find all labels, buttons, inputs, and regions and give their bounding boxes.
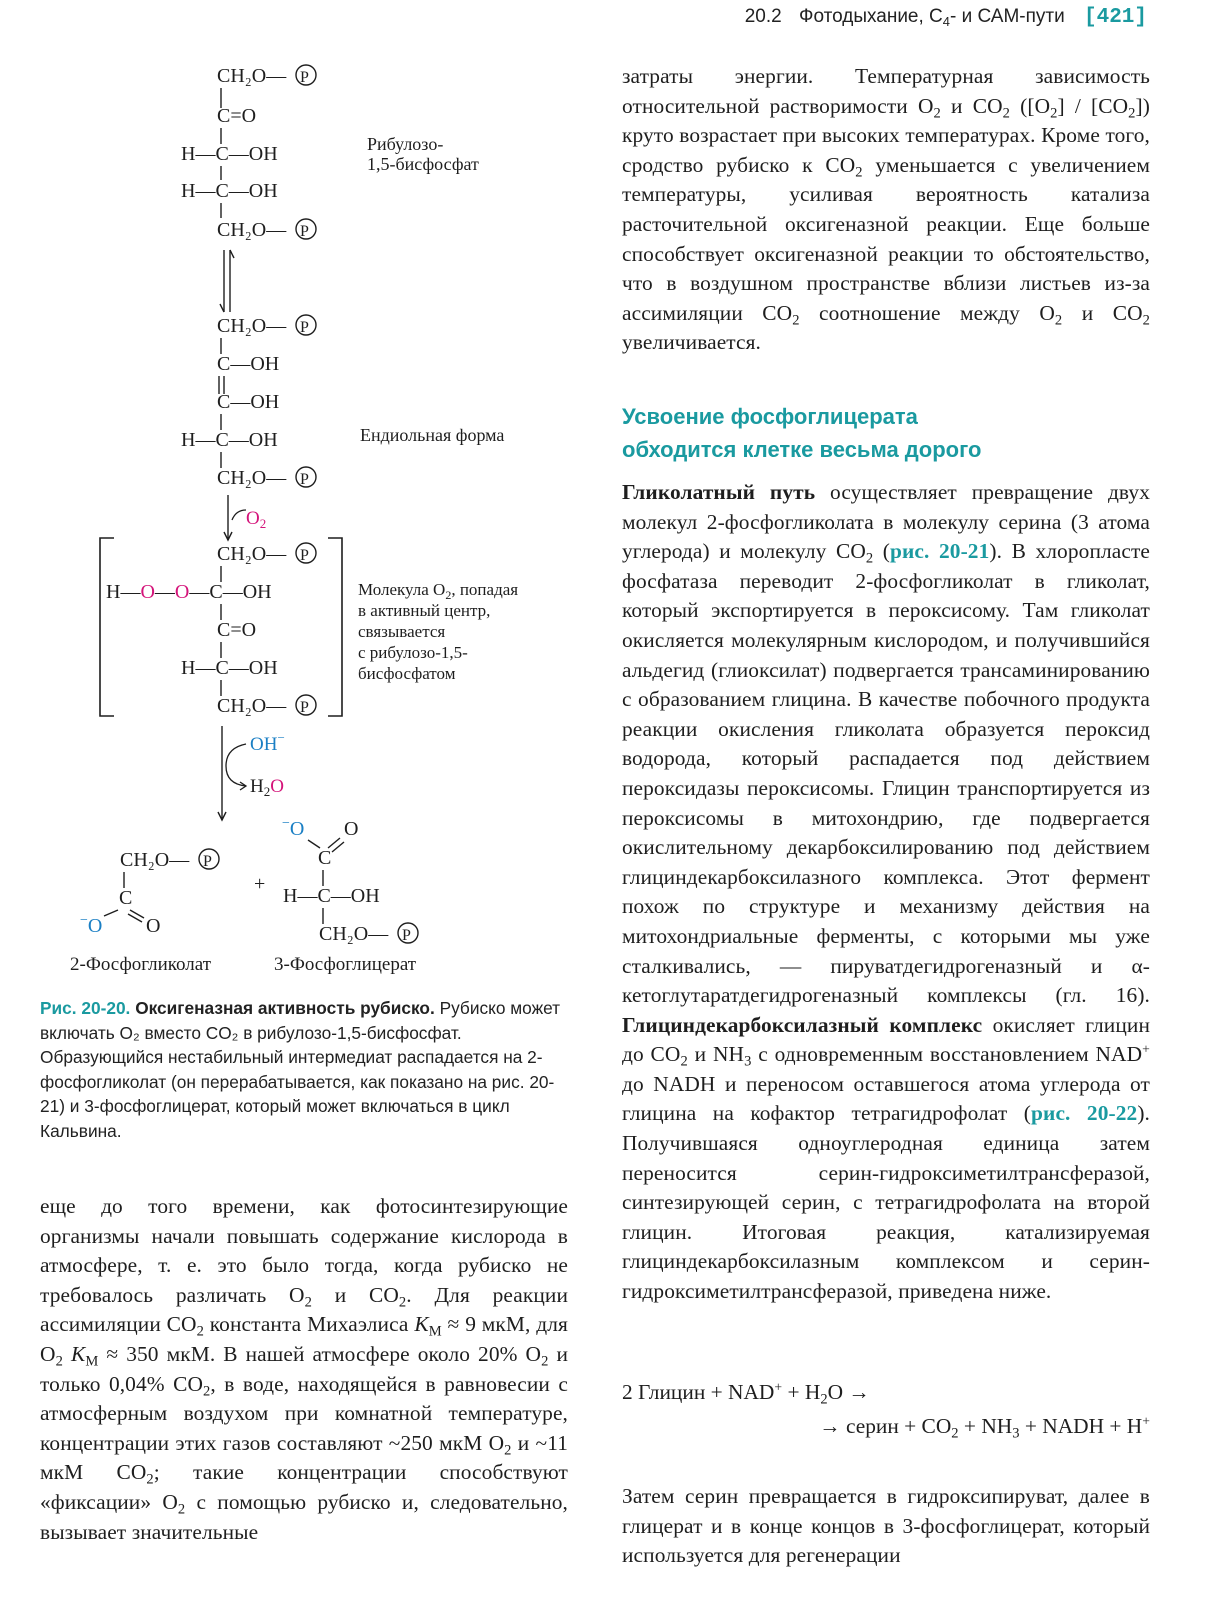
caption-text: Рубиско может включать O₂ вместо CO₂ в рибулозо-1,5-бисфосфат. Образующийся нестабильный интермедиат распадается на 2-фосфогликолат (он перерабатывается, как показано на рис. 20-21) и 3-фосфоглицерат, который может включаться в цикл Кальвина.	[40, 998, 561, 1141]
svg-text:H—C—OH: H—C—OH	[181, 143, 278, 165]
phosphoglycerate-structure	[282, 816, 418, 945]
svg-text:H—C—OH: H—C—OH	[283, 885, 380, 907]
svg-text:C: C	[119, 887, 133, 909]
svg-text:C=O: C=O	[217, 105, 257, 127]
left-paragraph: еще до того времени, как фотосинтезирующие организмы начали повышать содержание кислорода в атмосфере, т. е. это было тогда, когда рубиско не требовалось различать $O_2$ и $CO_2$. Для реакции ассимиляции $CO_2$ константа Михаэлиса $K_M \approx 9$ мкМ, для $O_2$ $K_M \approx 350$ мкМ. В нашей атмосфере около 20% $O_2$ и только 0,04% $CO_2$, в воде, находящейся в равновесии с атмосферным воздухом при комнатной температуре, концентрации этих газов составляют ~250 мкМ $O_2$ и ~11 мкМ $CO_2$; такие концентрации способствуют «фиксации» $O_2$ с помощью рубиско и, следовательно, вызывает значительные	[40, 1194, 568, 1544]
label-phosphoglycolate: 2-Фосфогликолат	[70, 954, 212, 975]
section-subheading: Усвоение фосфоглицерата обходится клетке весьма дорого	[622, 404, 982, 462]
section-title: Фотодыхание, $C_4-$ и САМ-пути	[799, 6, 1065, 30]
label-enediol: Ендиольная форма	[360, 425, 505, 445]
svg-text:P: P	[402, 927, 411, 944]
figure-caption	[40, 996, 570, 1144]
caption-number: Рис. 20-20.	[40, 998, 131, 1018]
svg-text:CH₂O—: CH₂O—	[217, 65, 287, 87]
oxygen-arrow-icon	[224, 495, 266, 540]
svg-text:C=O: C=O	[217, 619, 257, 641]
oxygenase-reaction-scheme	[0, 50, 580, 980]
note-line-3: связывается	[358, 622, 446, 641]
equilibrium-arrow-icon	[220, 250, 234, 312]
reaction-equation	[622, 1378, 1150, 1441]
section-number: 20.2	[744, 6, 782, 27]
svg-text:C—OH: C—OH	[217, 353, 280, 375]
equation-line-1: 2 Глицин + $NAD^+ + H_2O$ →	[622, 1379, 870, 1408]
svg-text:P: P	[300, 547, 309, 564]
svg-text:P: P	[300, 471, 309, 488]
label-ribulose-2: 1,5-бисфосфат	[367, 154, 479, 174]
svg-text:H—C—OH: H—C—OH	[181, 429, 278, 451]
intro-paragraph: затраты энергии. Температурная зависимость относительной растворимости $O_2$ и $CO_2$ $([O_2] / [CO_2])$ круто возрастает при высоких температурах. Кроме того, сродство рубиско к $CO_2$ уменьшается с увеличением температуры, усиливая вероятность катализа расточительной оксигеназной реакции. Еще больше способствует оксигеназной реакции то обстоятельство, что в воздушном пространстве вблизи листьев из-за ассимиляции $CO_2$ соотношение между $O_2$ и $CO_2$ увеличивается.	[622, 64, 1151, 355]
svg-text:H—C—OH: H—C—OH	[181, 657, 278, 679]
o2-reagent: $O_2$	[246, 508, 267, 531]
svg-text:−O: −O	[80, 913, 103, 937]
label-ribulose-1: Рибулозо-	[367, 134, 444, 154]
svg-text:CH₂O—: CH₂O—	[120, 849, 190, 871]
left-column-text	[40, 1192, 568, 1547]
svg-text:CH₂O—: CH₂O—	[217, 543, 287, 565]
svg-text:C: C	[318, 847, 332, 869]
svg-text:CH₂O—: CH₂O—	[217, 467, 287, 489]
svg-text:P: P	[300, 319, 309, 336]
svg-text:P: P	[300, 699, 309, 716]
page-number: [421]	[1083, 6, 1147, 29]
svg-text:P: P	[300, 223, 309, 240]
serine-paragraph: Затем серин превращается в гидроксипируват, далее в глицерат и в конце концов в 3-фосфоглицерат, который используется для регенерации	[622, 1484, 1150, 1568]
hydroxide-reagent: OH−	[250, 730, 285, 755]
note-line-4: с рибулозо-1,5-	[358, 643, 468, 662]
running-header	[745, 6, 1147, 29]
figure-link[interactable]: рис. 20-22	[1031, 1101, 1138, 1126]
svg-text:CH₂O—: CH₂O—	[217, 219, 287, 241]
intermediate-structure	[100, 538, 342, 717]
note-line-5: бисфосфатом	[358, 664, 456, 683]
svg-text:CH₂O—: CH₂O—	[217, 695, 287, 717]
svg-text:H—C—OH: H—C—OH	[181, 180, 278, 202]
svg-text:O: O	[344, 818, 359, 840]
svg-text:O: O	[146, 915, 161, 937]
svg-text:C—OH: C—OH	[217, 391, 280, 413]
water-product: $H_2O$	[250, 776, 284, 799]
figure-link[interactable]: рис. 20-21	[890, 539, 990, 564]
phosphoglycolate-structure	[80, 849, 219, 937]
right-column-main	[622, 478, 1150, 1307]
svg-text:P: P	[300, 69, 309, 86]
glycolate-paragraph: Гликолатный путь осуществляет превращение двух молекул 2-фосфогликолата в молекулу серина (3 атома углерода) и молекулу $CO_2$ (рис. 20-21). В хлоропласте фосфатаза переводит 2-фосфогликолат в гликолат, который экспортируется в пероксисому. Там гликолат окисляется молекулярным кислородом, и получившийся альдегид (глиоксилат) подвергается трансаминированию с образованием глицина. В качестве побочного продукта реакции окисления гликолата образуется пероксид водорода, который распадается под действием пероксидазы пероксисомы. Глицин транспортируется из пероксисомы в митохондрию, где подвергается окислительному декарбоксилированию под действием глициндекарбоксилазного комплекса. Этот фермент похож по структуре и механизму действия на митохондриальные ферменты, с которыми мы уже сталкивались, — пируватдегидрогеназный и α-кетоглутаратдегидрогеназный комплексы (гл. 16). Глициндекарбоксилазный комплекс окисляет глицин до $CO_2$ и $NH_3$ с одновременным восстановлением NAD+ до NADH и переносом оставшегося атома углерода от глицина на кофактор тетрагидрофолат (рис. 20-22). Получившаяся одноуглеродная единица затем переносится серин-гидроксиметилтрансферазой, синтезирующей серин, с тетрагидрофолата на второй глицин. Итоговая реакция, катализируемая глициндекарбоксилазным комплексом и серин-гидроксиметилтрансферазой, приведена ниже.	[622, 480, 1150, 1304]
svg-text:−O: −O	[282, 816, 305, 840]
right-column-final	[622, 1482, 1150, 1571]
caption-title: Оксигеназная активность рубиско.	[135, 998, 435, 1018]
svg-text:CH₂O—: CH₂O—	[217, 315, 287, 337]
enediol-structure	[181, 315, 316, 489]
hydrolysis-arrow-icon	[218, 726, 285, 820]
label-phosphoglycerate: 3-Фосфоглицерат	[274, 954, 417, 975]
svg-text:P: P	[203, 853, 212, 870]
note-line-2: в активный центр,	[358, 601, 491, 620]
right-column-intro	[622, 62, 1150, 358]
equation-line-2: → серин + $CO_2 + NH_3$ + NADH + H+	[819, 1413, 1150, 1442]
svg-text:H—O—O—C—OH: H—O—O—C—OH	[106, 581, 272, 603]
plus-sign: +	[254, 873, 266, 895]
svg-text:CH₂O—: CH₂O—	[319, 923, 389, 945]
note-line-1: Молекула $O_2$, попадая	[358, 580, 519, 602]
ribulose-bisphosphate-structure	[181, 65, 316, 241]
